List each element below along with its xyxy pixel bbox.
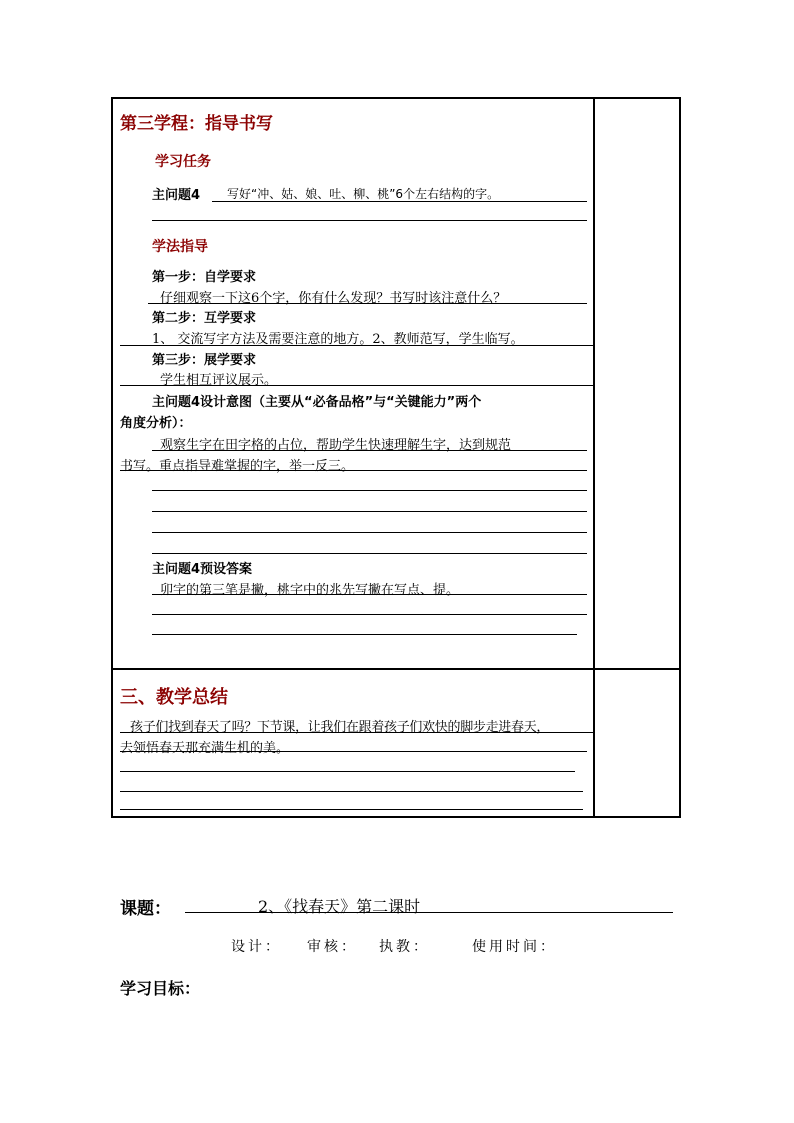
objectives-label: 学习目标： — [120, 979, 201, 998]
design-intent-label-cont: 角度分析）： — [120, 416, 192, 431]
topic-value: 2、《找春天》第二课时 — [258, 897, 421, 916]
table-border-left — [111, 97, 113, 818]
design-intent-text: 观察生字在田字格的占位，帮助学生快速理解生字，达到规范 — [160, 438, 512, 453]
underline — [120, 732, 593, 733]
summary-title: 三、教学总结 — [120, 687, 228, 708]
table-column-divider — [593, 97, 595, 818]
answer-line — [152, 532, 587, 533]
answer-line — [152, 490, 587, 491]
underline — [148, 303, 587, 304]
step2-label: 第二步：互学要求 — [152, 311, 257, 326]
answer-line — [152, 634, 577, 635]
topic-underline — [185, 912, 673, 913]
task-heading: 学习任务 — [155, 154, 211, 170]
step3-text: 学生相互评议展示。 — [160, 373, 278, 388]
step1-text: 仔细观察一下这6个字，你有什么发现？书写时该注意什么？ — [160, 291, 507, 306]
table-border-top — [111, 97, 681, 99]
underline — [120, 470, 587, 471]
answer-line — [152, 614, 587, 615]
design-label: 设计： — [231, 939, 282, 955]
preset-answer-text: 卯字的第三笔是撇，桃字中的兆先写撇在写点、提。 — [160, 583, 460, 598]
section-title: 第三学程：指导书写 — [120, 114, 273, 134]
underline — [120, 385, 593, 386]
usage-time-label: 使用时间： — [472, 939, 557, 955]
underline — [120, 751, 587, 752]
question-4-text: 写好“冲、姑、娘、吐、柳、桃”6个左右结构的字。 — [227, 187, 500, 201]
answer-line — [152, 553, 587, 554]
summary-text-cont: 去领悟春天那充满生机的美。 — [120, 741, 290, 756]
summary-text: 孩子们找到春天了吗？下节课，让我们在跟着孩子们欢快的脚步走进春天， — [130, 720, 550, 735]
table-border-bottom — [111, 816, 681, 818]
table-row-divider — [111, 668, 681, 670]
underline — [152, 450, 587, 451]
underline — [120, 345, 593, 346]
answer-line — [120, 771, 575, 772]
answer-line — [120, 791, 583, 792]
step1-label: 第一步：自学要求 — [152, 270, 257, 285]
underline — [152, 594, 587, 595]
question-4-label: 主问题4 — [152, 188, 201, 203]
step2-text: 1、 交流写字方法及需要注意的地方。2、教师范写，学生临写。 — [152, 332, 524, 347]
answer-line — [152, 511, 587, 512]
review-label: 审核： — [307, 939, 358, 955]
design-intent-label: 主问题4设计意图（主要从“必备品格”与“关键能力”两个 — [152, 395, 482, 410]
table-border-right — [679, 97, 681, 818]
answer-line — [212, 201, 587, 202]
preset-answer-label: 主问题4预设答案 — [152, 562, 253, 577]
answer-line — [120, 809, 583, 810]
design-intent-text-cont: 书写。重点指导难掌握的字，举一反三。 — [120, 459, 355, 474]
topic-label: 课题： — [120, 899, 171, 919]
step3-label: 第三步：展学要求 — [152, 353, 257, 368]
answer-line — [152, 220, 587, 221]
method-heading: 学法指导 — [152, 239, 208, 255]
teacher-label: 执教： — [379, 939, 430, 955]
